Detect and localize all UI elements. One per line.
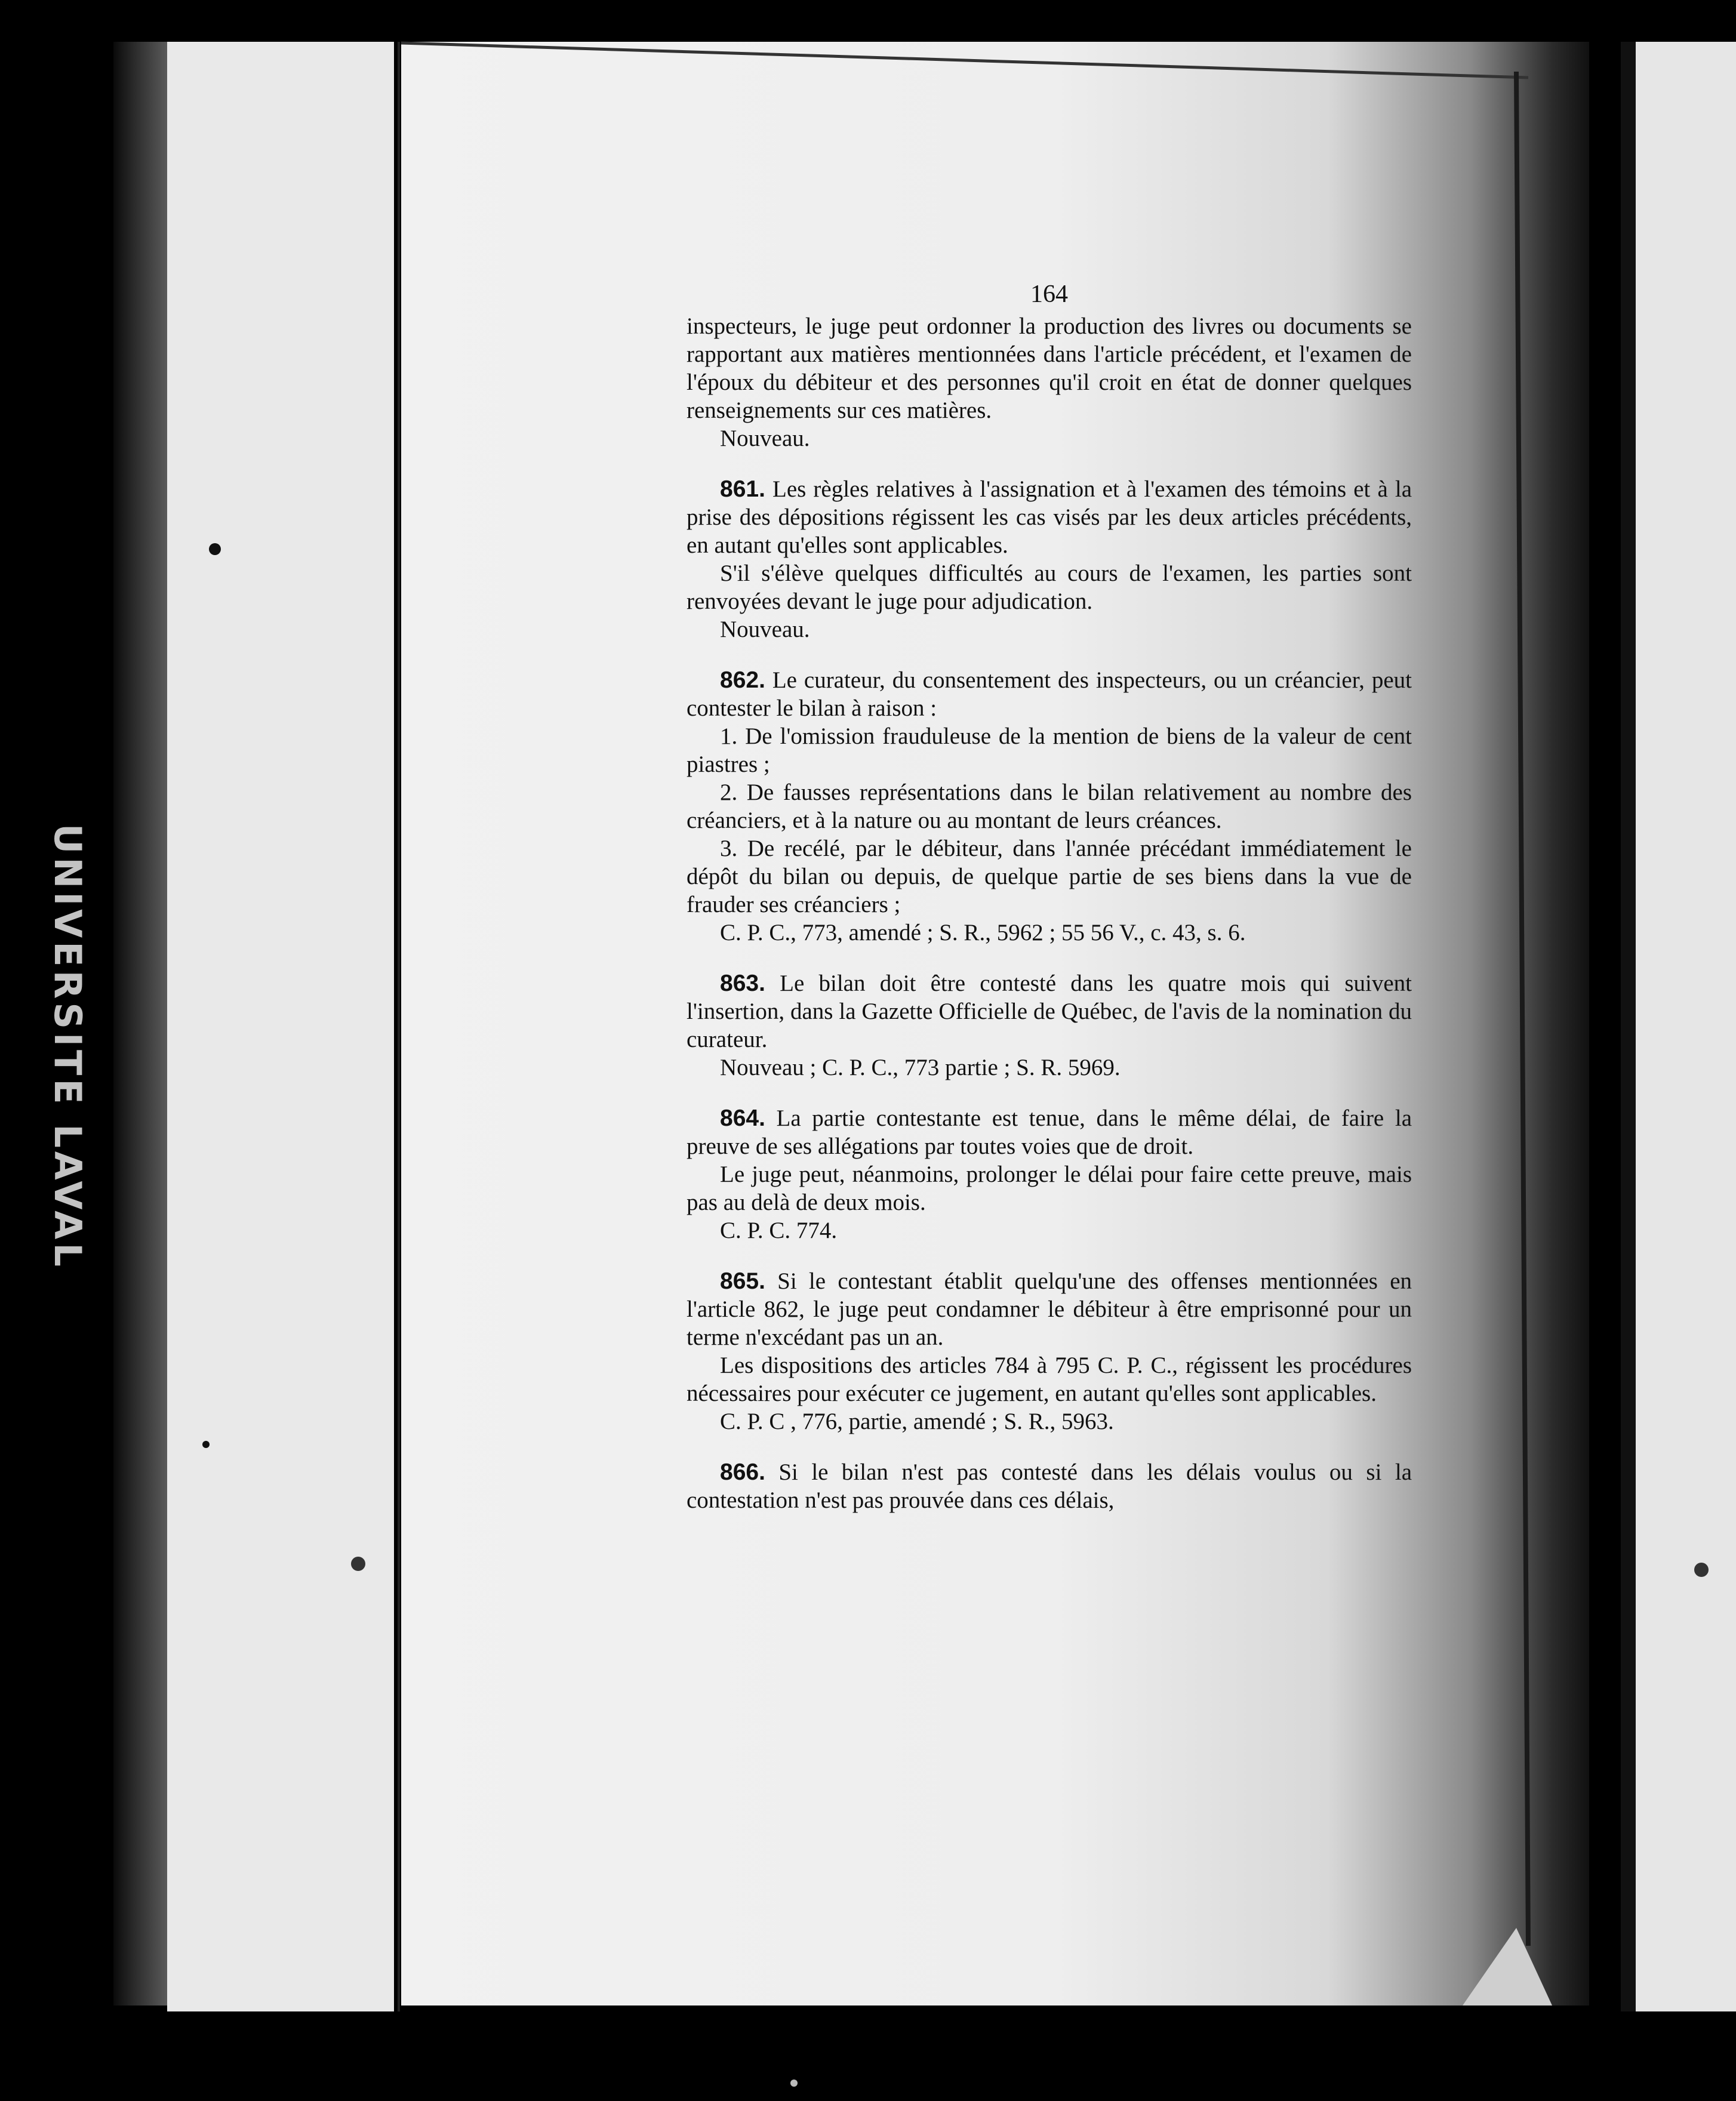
article-863 (687, 969, 1412, 1082)
paragraph: Les règles relatives à l'assignation et à l'examen des témoins et à la prise des dépositions régissent les cas visés par les deux articles précédents, en autant qu'elles sont applicables. (687, 476, 1412, 558)
source-reference: C. P. C., 773, amendé ; S. R., 5962 ; 55 56 V., c. 43, s. 6. (720, 920, 1246, 945)
paragraph: Les dispositions des articles 784 à 795 C. P. C., régissent les procédures nécessaires pour exécuter ce jugement, en autant qu'elles sont applicables. (687, 1353, 1412, 1406)
article-866 (687, 1458, 1412, 1514)
article-862 (687, 666, 1412, 947)
opening-fragment (687, 312, 1412, 452)
article-number: 864. (720, 1105, 765, 1131)
page-number: 164 (1030, 281, 1068, 308)
page-content (687, 281, 1412, 1537)
article-number: 863. (720, 971, 765, 996)
article-number: 861. (720, 476, 765, 502)
article-864 (687, 1104, 1412, 1244)
right-page-strip (1636, 42, 1736, 2011)
paragraph: Si le bilan n'est pas contesté dans les délais voulus ou si la contestation n'est pas prouvée dans ces délais, (687, 1459, 1412, 1513)
paragraph: inspecteurs, le juge peut ordonner la production des livres ou documents se rapportant aux matières mentionnées dans l'article précédent, et l'examen de l'époux du débiteur et des personnes qu'il croit en état de donner quelques renseignements sur ces matières. (687, 313, 1412, 423)
source-reference: Nouveau ; C. P. C., 773 partie ; S. R. 5969. (720, 1055, 1121, 1080)
article-number: 862. (720, 667, 765, 693)
paragraph: Le juge peut, néanmoins, prolonger le délai pour faire cette preuve, mais pas au delà de deux mois. (687, 1162, 1412, 1215)
source-reference: Nouveau. (720, 617, 810, 642)
list-item: 3. De recélé, par le débiteur, dans l'année précédant immédiatement le dépôt du bilan ou depuis, de quelque partie de ses biens dans la vue de frauder ses créanciers ; (687, 836, 1412, 917)
book-spine (113, 42, 167, 2006)
paragraph: La partie contestante est tenue, dans le même délai, de faire la preuve de ses allégations par toutes voies que de droit. (687, 1105, 1412, 1159)
left-page-strip (167, 42, 394, 2011)
paragraph: Si le contestant établit quelqu'une des offenses mentionnées en l'article 862, le juge peut condamner le débiteur à être emprisonné pour un terme n'excédant pas un an. (687, 1268, 1412, 1350)
source-reference: C. P. C. 774. (720, 1218, 838, 1243)
paragraph: Le bilan doit être contesté dans les quatre mois qui suivent l'insertion, dans la Gazette Officielle de Québec, de l'avis de la nomination du curateur. (687, 971, 1412, 1052)
article-number: 866. (720, 1459, 765, 1485)
spine-label: UNIVERSITE LAVAL (46, 824, 90, 1270)
article-number: 865. (720, 1268, 765, 1294)
list-item: 2. De fausses représentations dans le bilan relativement au nombre des créanciers, et à la nature ou au montant de leurs créances. (687, 780, 1412, 833)
paragraph: S'il s'élève quelques difficultés au cours de l'examen, les parties sont renvoyées devant le juge pour adjudication. (687, 560, 1412, 614)
source-reference: C. P. C , 776, partie, amendé ; S. R., 5963. (720, 1409, 1114, 1434)
source-reference: Nouveau. (720, 426, 810, 451)
paragraph: Le curateur, du consentement des inspecteurs, ou un créancier, peut contester le bilan à raison : (687, 667, 1412, 721)
article-865 (687, 1267, 1412, 1435)
article-861 (687, 475, 1412, 643)
list-item: 1. De l'omission frauduleuse de la mention de biens de la valeur de cent piastres ; (687, 723, 1412, 777)
